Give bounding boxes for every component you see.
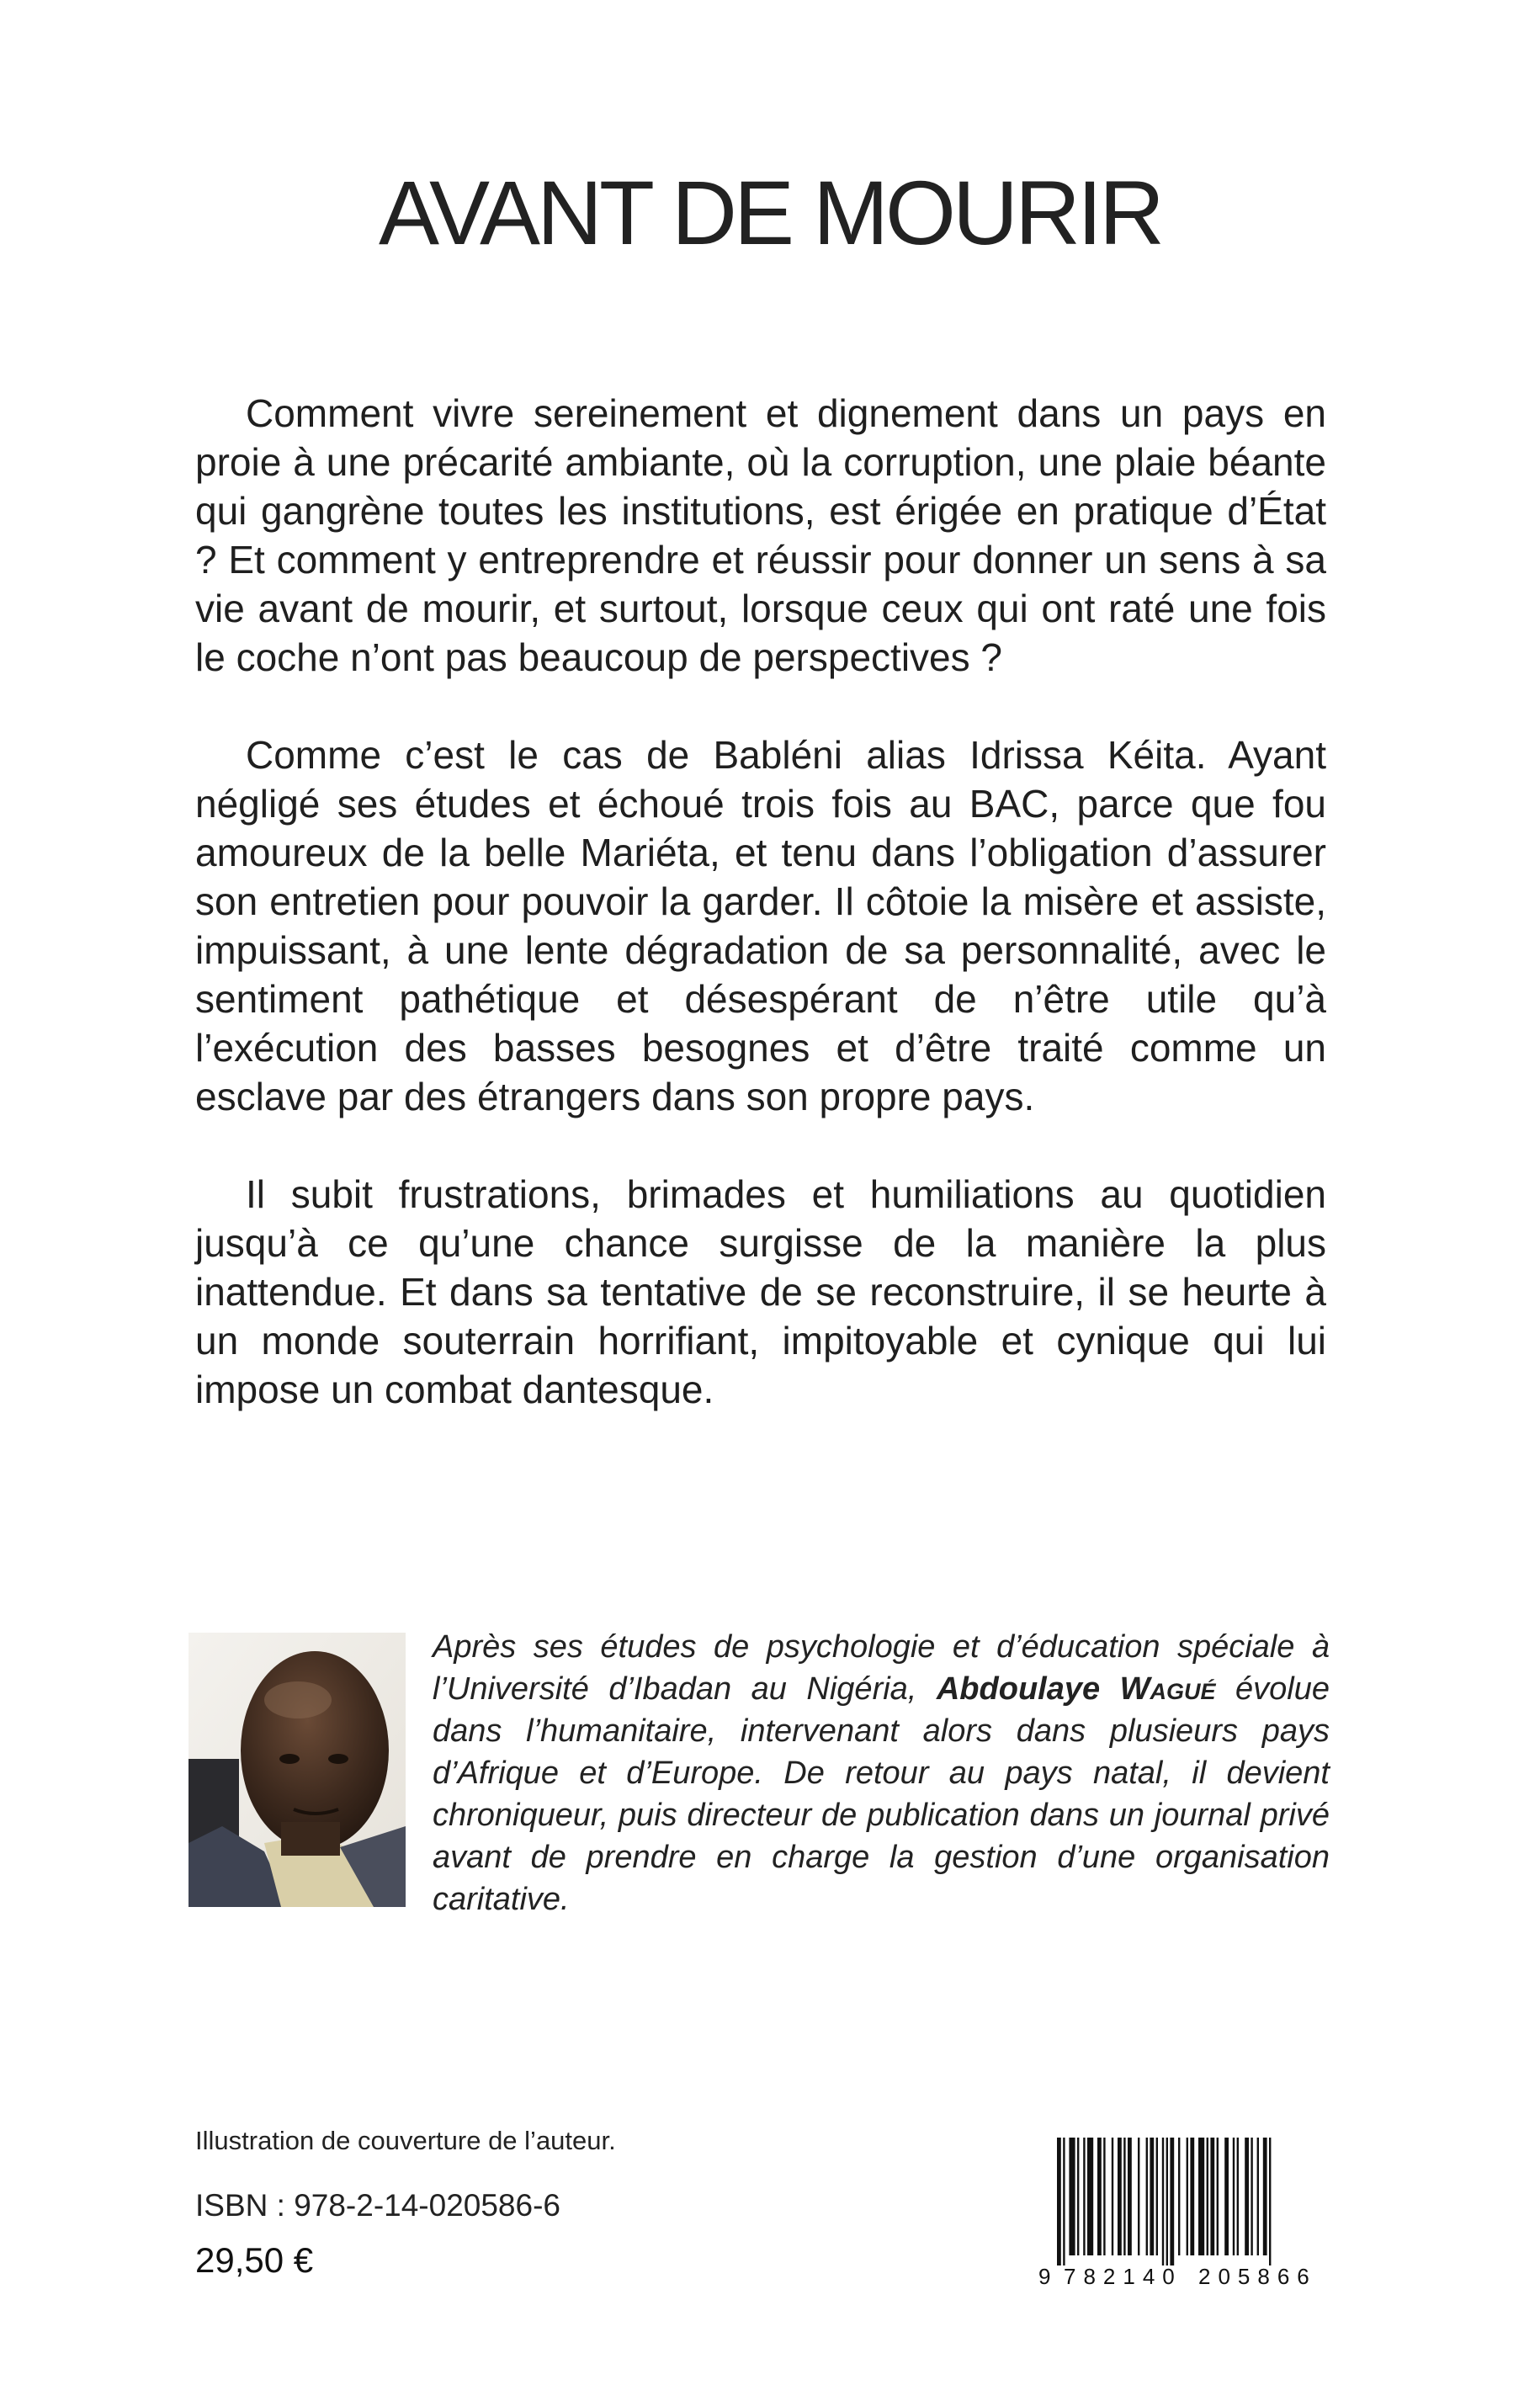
barcode-bar bbox=[1198, 2138, 1204, 2255]
barcode-bar bbox=[1224, 2138, 1229, 2255]
barcode-digits-right: 205866 bbox=[1198, 2264, 1317, 2289]
barcode-bar bbox=[1251, 2138, 1252, 2255]
author-bio bbox=[433, 1626, 1330, 1920]
barcode-bar bbox=[1237, 2138, 1239, 2255]
barcode-bar bbox=[1077, 2138, 1079, 2255]
barcode-bar bbox=[1128, 2138, 1132, 2255]
barcode-bar bbox=[1083, 2138, 1085, 2255]
barcode-bar bbox=[1170, 2138, 1174, 2265]
barcode-bar bbox=[1103, 2138, 1105, 2255]
barcode-bar bbox=[1187, 2138, 1188, 2255]
bio-text-before: Après ses études de psychologie et d’éducation spéciale à l’Université d’Ibadan au Nigéria, bbox=[433, 1629, 1330, 1707]
barcode-digit-lead: 9 bbox=[1038, 2264, 1051, 2289]
barcode-bar bbox=[1269, 2138, 1271, 2265]
barcode-bar bbox=[1190, 2138, 1194, 2255]
barcode-bars bbox=[1057, 2138, 1271, 2265]
barcode-bar bbox=[1087, 2138, 1093, 2255]
barcode-bar bbox=[1166, 2138, 1168, 2265]
author-portrait-image bbox=[189, 1633, 406, 1907]
barcode-bar bbox=[1257, 2138, 1259, 2255]
barcode-bar bbox=[1123, 2138, 1125, 2255]
barcode-bar bbox=[1063, 2138, 1065, 2265]
barcode-bar bbox=[1057, 2138, 1061, 2265]
price: 29,50 € bbox=[195, 2240, 314, 2280]
barcode-bar bbox=[1156, 2138, 1158, 2255]
barcode-bar bbox=[1263, 2138, 1267, 2255]
synopsis-paragraph: Il subit frustrations, brimades et humiliations au quotidien jusqu’à ce qu’une chance surgisse de la manière la plus inattendue. Et dans sa tentative de se reconstruire, il se heurte à un monde souterrain horrifiant, impitoyable et cynique qui lui impose un combat dantesque. bbox=[195, 1172, 1326, 1411]
cover-credit: Illustration de couverture de l’auteur. bbox=[195, 2126, 616, 2155]
barcode-bar bbox=[1112, 2138, 1113, 2255]
barcode-digits-left: 782140 bbox=[1064, 2264, 1182, 2289]
barcode-bar bbox=[1178, 2138, 1180, 2255]
synopsis-paragraph: Comment vivre sereinement et dignement dans un pays en proie à une précarité ambiante, où la corruption, une plaie béante qui gangrène toutes les institutions, est érigée en pratique d’État ? Et comment y entreprendre et réussir pour donner un sens à sa vie avant de mourir, et surtout, lorsque ceux qui ont raté une fois le coche n’ont pas beaucoup de perspectives ? bbox=[195, 391, 1326, 679]
barcode-bar bbox=[1210, 2138, 1214, 2255]
bio-text-after: évolue dans l’humanitaire, intervenant alors dans plusieurs pays d’Afrique et d’Europe. De retour au pays natal, il devient chroniqueur, puis directeur de publication dans un journal privé avant de prendre en charge la gestion d’une organisation caritative. bbox=[433, 1671, 1330, 1917]
book-title: AVANT DE MOURIR bbox=[378, 162, 1162, 263]
barcode-bar bbox=[1150, 2138, 1154, 2255]
barcode-bar bbox=[1146, 2138, 1148, 2255]
synopsis-paragraph: Comme c’est le cas de Babléni alias Idrissa Kéita. Ayant négligé ses études et échoué trois fois au BAC, parce que fou amoureux de la belle Mariéta, et tenu dans l’obligation d’assurer son entretien pour pouvoir la garder. Il côtoie la misère et assiste, impuissant, à une lente dégradation de sa personnalité, avec le sentiment pathétique et désespérant de n’être utile qu’à l’exécution des basses besognes et d’être traité comme un esclave par des étrangers dans son propre pays. bbox=[195, 733, 1326, 1118]
author-last-name: Wagué bbox=[1119, 1671, 1216, 1707]
barcode-bar bbox=[1069, 2138, 1075, 2255]
barcode bbox=[1033, 2138, 1330, 2289]
isbn: ISBN : 978-2-14-020586-6 bbox=[195, 2188, 560, 2223]
barcode-bar bbox=[1138, 2138, 1139, 2255]
barcode-bar bbox=[1118, 2138, 1122, 2255]
barcode-bar bbox=[1097, 2138, 1102, 2255]
barcode-bar bbox=[1217, 2138, 1219, 2255]
synopsis bbox=[195, 389, 1326, 1463]
barcode-bar bbox=[1245, 2138, 1249, 2255]
barcode-bar bbox=[1162, 2138, 1164, 2265]
author-photo bbox=[189, 1633, 406, 1907]
author-first-name: Abdoulaye bbox=[936, 1671, 1101, 1707]
barcode-bar bbox=[1233, 2138, 1235, 2255]
barcode-bar bbox=[1207, 2138, 1208, 2255]
